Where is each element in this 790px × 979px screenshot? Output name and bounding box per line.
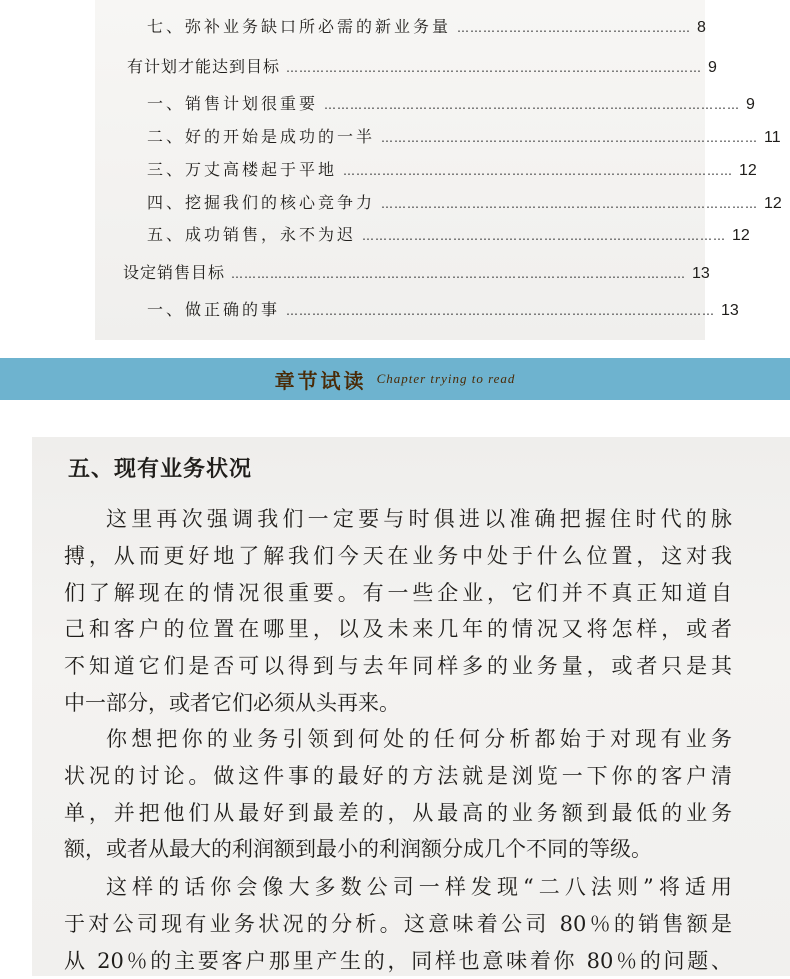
toc-entry [147, 190, 782, 213]
body-paragraph [64, 501, 732, 722]
text-line: 额，或者从最大的利润额到最小的利润额分成几个不同的等级。 [64, 837, 652, 862]
toc-leader-dots: ………………………………………………………………………… [362, 229, 727, 243]
toc-entry-title: 三、万丈高楼起于平地 [147, 160, 338, 179]
text-line: 状况的讨论。做这件事的最好的方法就是浏览一下你的客户清 [64, 763, 732, 788]
table-of-contents [95, 0, 782, 340]
toc-entry [147, 157, 757, 180]
toc-leader-dots: …………………………………………………………………………………… [286, 61, 703, 75]
toc-entry [147, 297, 739, 320]
toc-entry-title: 五、成功销售，永不为迟 [147, 225, 357, 244]
toc-entry-title: 四、挖掘我们的核心竞争力 [147, 193, 376, 212]
toc-entry [123, 260, 710, 283]
toc-entry-title: 七、弥补业务缺口所必需的新业务量 [147, 17, 452, 36]
toc-leader-dots: …………………………………………………………………………………………… [231, 267, 687, 281]
toc-leader-dots: …………………………………………………………………………… [381, 197, 759, 211]
toc-entry-title: 一、销售计划很重要 [147, 94, 319, 113]
toc-page-number: 12 [739, 162, 757, 179]
text-line: 中一部分，或者它们必须从头再来。 [64, 690, 400, 715]
toc-entry [147, 14, 706, 37]
toc-page-number: 11 [764, 129, 781, 146]
toc-page-number: 9 [708, 59, 717, 76]
toc-page-number: 12 [732, 227, 750, 244]
toc-leader-dots: ……………………………………………………………………………… [343, 164, 734, 178]
toc-page-number: 12 [764, 195, 782, 212]
text-line: 己和客户的位置在哪里，以及未来几年的情况又将怎样，或者 [64, 617, 732, 642]
banner-title-cn: 章节试读 [274, 368, 367, 393]
chapter-preview-banner [0, 358, 790, 400]
toc-leader-dots: ……………………………………………………………………………………… [286, 304, 716, 318]
toc-entry [147, 91, 755, 114]
text-line: 从 20％的主要客户那里产生的，同样也意味着你 80％的问题、 [64, 948, 732, 973]
body-paragraph [64, 721, 732, 868]
toc-page-number: 13 [692, 265, 710, 282]
text-line: 搏，从而更好地了解我们今天在业务中处于什么位置，这对我 [64, 543, 732, 568]
chapter-page [32, 437, 790, 976]
section-title: 五、现有业务状况 [68, 457, 253, 482]
text-line: 不知道它们是否可以得到与去年同样多的业务量，或者只是其 [64, 654, 732, 679]
toc-page-number: 9 [746, 96, 755, 113]
body-paragraph [64, 869, 732, 979]
text-line: 你想把你的业务引领到何处的任何分析都始于对现有业务 [106, 727, 732, 751]
text-line: 于对公司现有业务状况的分析。这意味着公司 80％的销售额是 [64, 911, 732, 936]
text-line: 这样的话你会像大多数公司一样发现“二八法则”将适用 [106, 875, 732, 899]
toc-page-number: 8 [697, 19, 706, 36]
toc-leader-dots: ……………………………………………… [457, 21, 692, 35]
toc-entry [127, 54, 717, 77]
toc-entry-title: 一、做正确的事 [147, 300, 281, 319]
text-line: 们了解现在的情况很重要。有一些企业，它们并不真正知道自 [64, 580, 732, 605]
toc-leader-dots: …………………………………………………………………………………… [324, 98, 741, 112]
toc-leader-dots: …………………………………………………………………………… [381, 131, 759, 145]
toc-entry-title: 设定销售目标 [123, 263, 226, 282]
toc-entry-title: 二、好的开始是成功的一半 [147, 127, 376, 146]
text-line: 单，并把他们从最好到最差的，从最高的业务额到最低的业务 [64, 800, 732, 825]
toc-entry-title: 有计划才能达到目标 [127, 57, 281, 76]
toc-entry [147, 124, 781, 147]
text-line: 这里再次强调我们一定要与时俱进以准确把握住时代的脉 [106, 507, 732, 531]
banner-title-en: Chapter trying to read [376, 371, 516, 386]
toc-page-number: 13 [721, 302, 739, 319]
toc-entry [147, 222, 750, 245]
